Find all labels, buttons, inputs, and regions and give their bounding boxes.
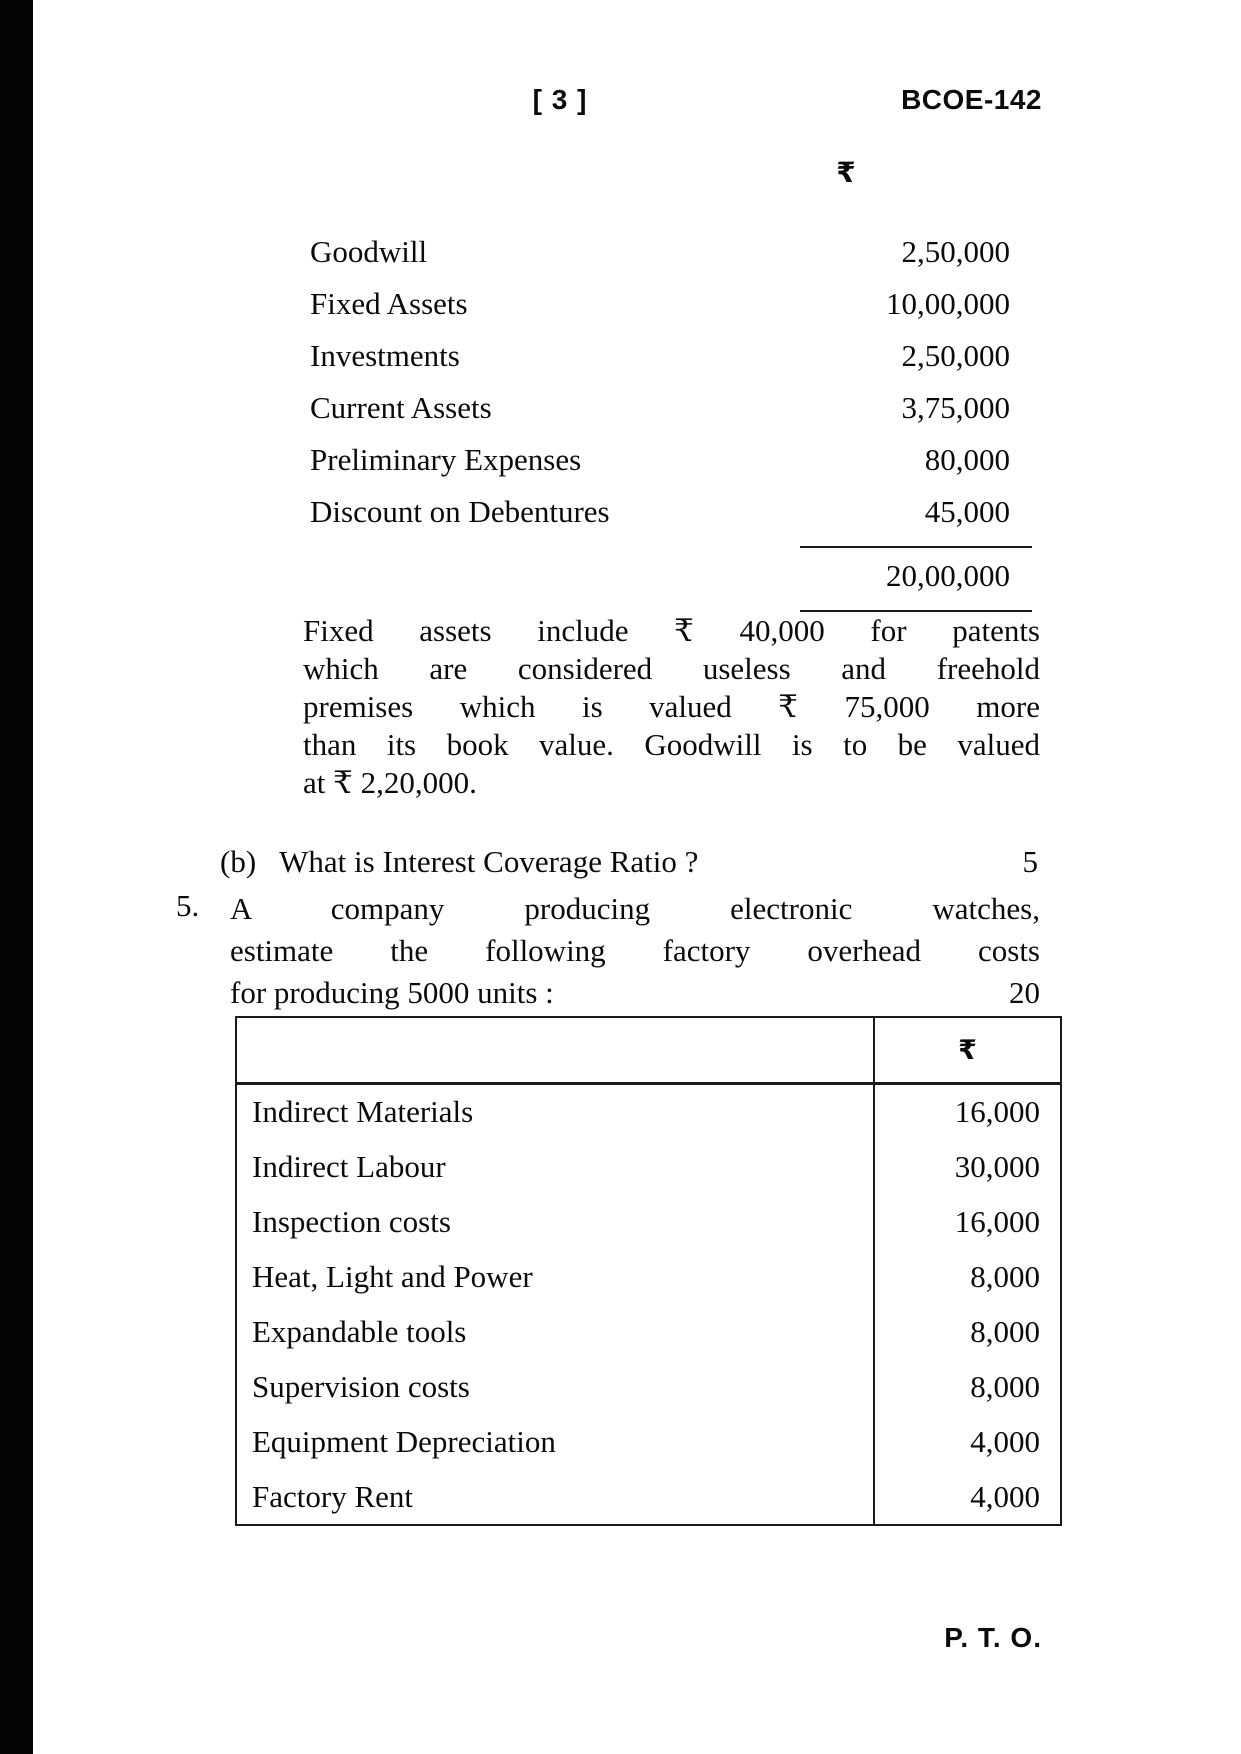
table-body <box>237 1085 1060 1524</box>
note-line: Fixed assets include ₹ 40,000 for patents <box>303 613 1040 648</box>
note-line: than its book value. Goodwill is to be valued <box>303 727 1040 762</box>
table-cell-amount: 8,000 <box>970 1368 1040 1404</box>
statement-row <box>310 278 1010 330</box>
statement-amount: 80,000 <box>924 442 1010 477</box>
table-cell-label: Expandable tools <box>252 1313 467 1349</box>
table-row <box>237 1085 1060 1140</box>
statement-amount: 45,000 <box>924 494 1010 529</box>
statement-row <box>310 226 1010 278</box>
table-cell-amount: 16,000 <box>954 1204 1040 1240</box>
question-part-b <box>220 844 1038 880</box>
statement-label: Preliminary Expenses <box>310 442 582 477</box>
asset-statement <box>310 226 1010 538</box>
statement-amount: 3,75,000 <box>901 390 1010 425</box>
statement-amount: 2,50,000 <box>901 338 1010 373</box>
statement-label: Goodwill <box>310 234 428 269</box>
rupee-symbol: ₹ <box>836 156 856 189</box>
page-number: [ 3 ] <box>532 84 588 115</box>
question-number: 5. <box>176 888 200 923</box>
note-line: premises which is valued ₹ 75,000 more <box>303 689 1040 724</box>
table-row <box>237 1195 1060 1250</box>
table-row <box>237 1305 1060 1360</box>
table-header-row <box>237 1018 1060 1085</box>
table-cell-amount: 8,000 <box>970 1259 1040 1295</box>
table-cell-label: Heat, Light and Power <box>252 1259 533 1295</box>
table-cell-label: Supervision costs <box>252 1368 470 1404</box>
question-line <box>230 972 1040 1014</box>
statement-row <box>310 330 1010 382</box>
statement-label: Fixed Assets <box>310 286 468 321</box>
table-cell-amount: 8,000 <box>970 1313 1040 1349</box>
paper-code: BCOE-142 <box>901 84 1042 115</box>
scan-edge-artifact <box>0 0 33 1754</box>
question-5-text <box>230 888 1040 1014</box>
note-line: at ₹ 2,20,000. <box>303 765 477 800</box>
statement-label: Investments <box>310 338 460 373</box>
question-line-text: for producing 5000 units : <box>230 975 554 1010</box>
statement-label: Discount on Debentures <box>310 494 610 529</box>
table-cell-amount: 16,000 <box>954 1094 1040 1130</box>
table-cell-label: Equipment Depreciation <box>252 1423 556 1459</box>
statement-row <box>310 434 1010 486</box>
page-turn-over-note: P. T. O. <box>944 1622 1042 1653</box>
statement-amount: 2,50,000 <box>901 234 1010 269</box>
total-rule-top <box>800 546 1032 548</box>
table-cell-label: Inspection costs <box>252 1204 451 1240</box>
note-line: which are considered useless and freehold <box>303 651 1040 686</box>
statement-row <box>310 486 1010 538</box>
table-cell-label: Factory Rent <box>252 1478 413 1514</box>
table-cell-amount: 30,000 <box>954 1149 1040 1185</box>
table-cell-label: Indirect Labour <box>252 1149 446 1185</box>
overhead-costs-table <box>235 1016 1062 1526</box>
table-currency-header: ₹ <box>958 1034 977 1066</box>
note-paragraph <box>303 612 1040 802</box>
question-line: estimate the following factory overhead costs <box>230 933 1040 968</box>
statement-label: Current Assets <box>310 390 492 425</box>
marks-value: 20 <box>1009 975 1040 1010</box>
table-cell-amount: 4,000 <box>970 1423 1040 1459</box>
statement-row <box>310 382 1010 434</box>
table-row <box>237 1250 1060 1305</box>
marks-value: 5 <box>1022 844 1038 879</box>
table-cell-label: Indirect Materials <box>252 1094 474 1130</box>
table-cell-amount: 4,000 <box>970 1478 1040 1514</box>
statement-total: 20,00,000 <box>886 558 1010 593</box>
table-row <box>237 1140 1060 1195</box>
table-row <box>237 1414 1060 1469</box>
table-row <box>237 1469 1060 1524</box>
question-line: A company producing electronic watches, <box>230 891 1040 926</box>
table-row <box>237 1359 1060 1414</box>
part-question-text: What is Interest Coverage Ratio ? <box>279 844 699 879</box>
part-label: (b) <box>220 844 257 879</box>
statement-amount: 10,00,000 <box>886 286 1010 321</box>
